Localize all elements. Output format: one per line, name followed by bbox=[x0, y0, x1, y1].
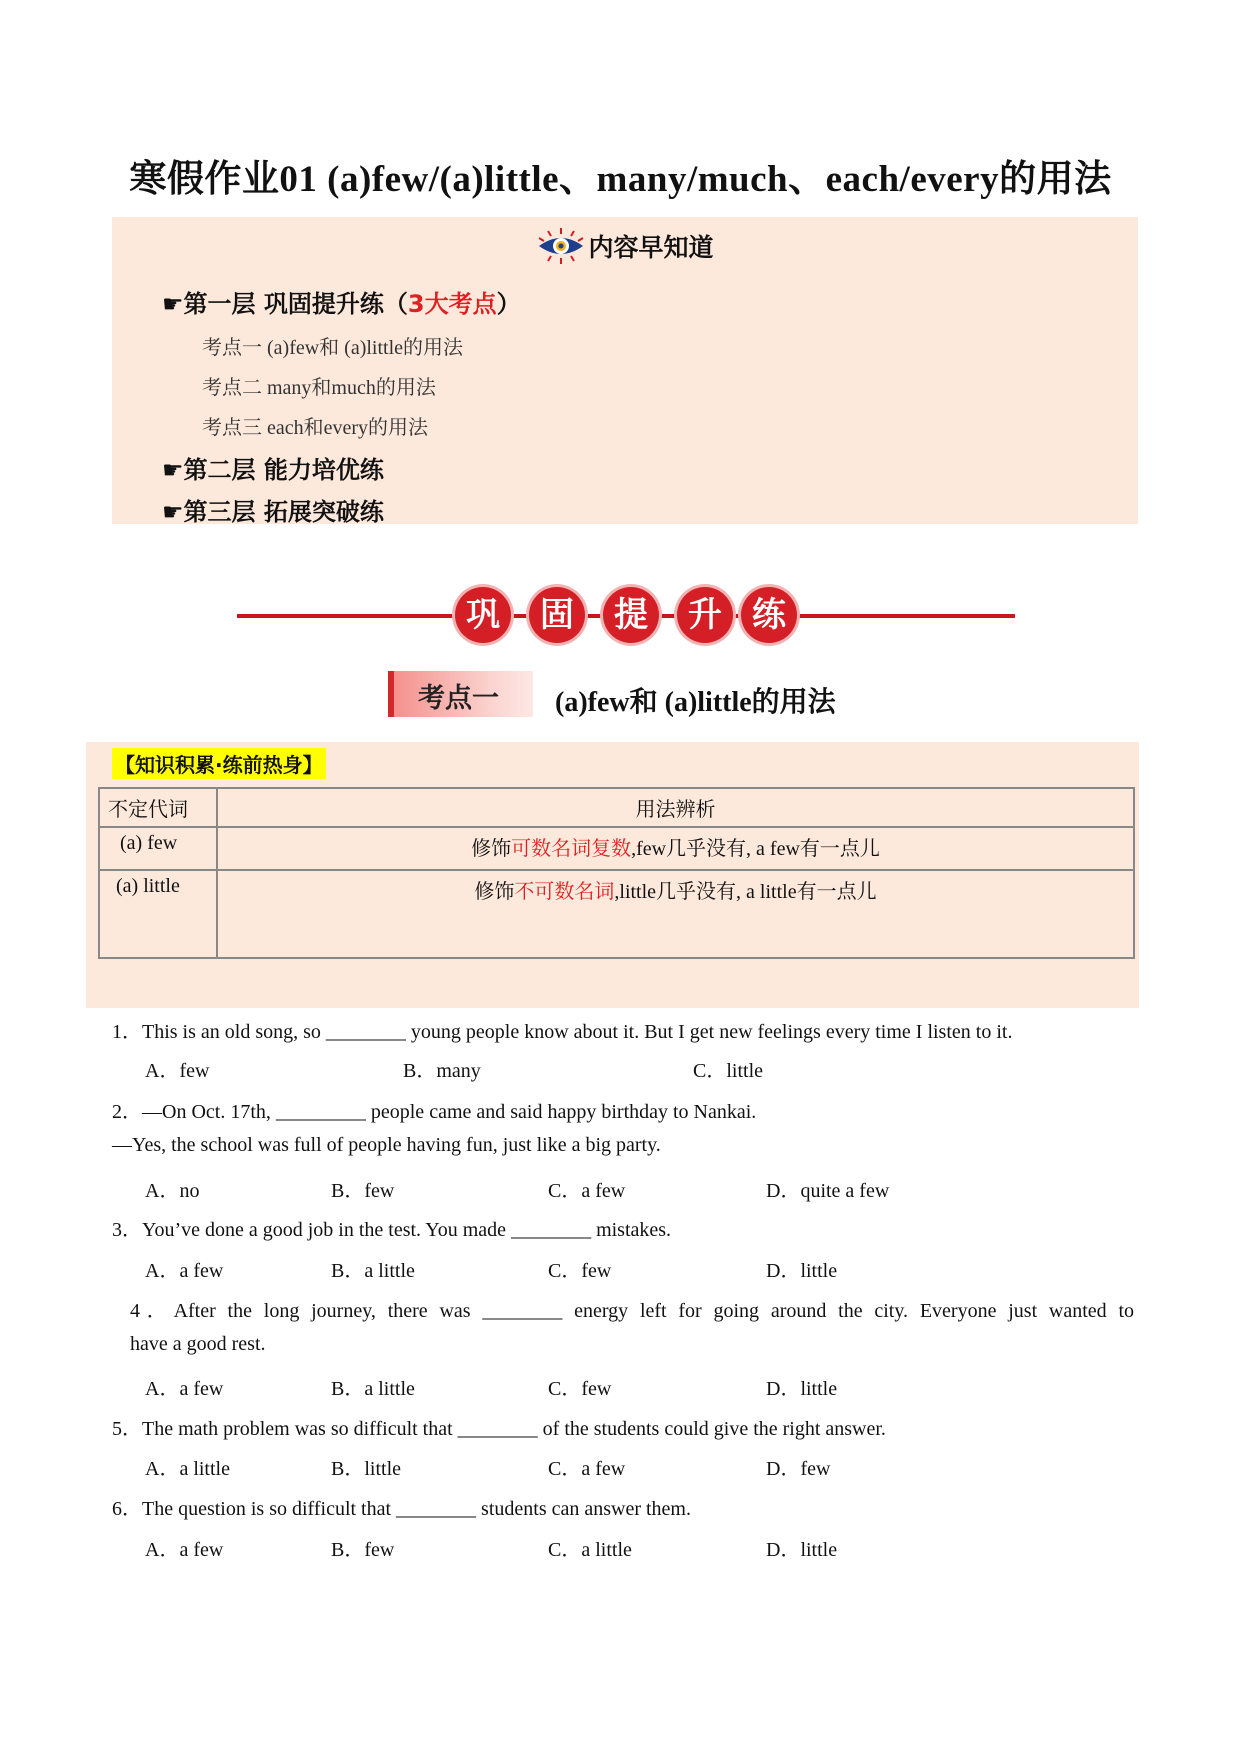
question-number: 4． bbox=[130, 1300, 174, 1322]
question-6 bbox=[112, 1492, 691, 1521]
point-1: 考点一 (a)few和 (a)little的用法 bbox=[202, 337, 464, 359]
option[interactable]: C．a little bbox=[548, 1539, 632, 1561]
banner-line-left bbox=[237, 614, 455, 618]
layer-2 bbox=[162, 450, 384, 485]
question-number: 6． bbox=[112, 1498, 142, 1520]
option[interactable]: C．a few bbox=[548, 1180, 626, 1202]
section-label: 考点一 bbox=[418, 683, 499, 714]
knowledge-table bbox=[98, 787, 1135, 959]
usage-highlight: 可数名词复数 bbox=[511, 838, 632, 860]
usage-post: ,few几乎没有, a few有一点儿 bbox=[631, 838, 880, 860]
question-number: 2． bbox=[112, 1101, 142, 1123]
point-3: 考点三 each和every的用法 bbox=[202, 417, 429, 439]
option[interactable]: B．a little bbox=[331, 1378, 415, 1400]
option[interactable]: B．a little bbox=[331, 1260, 415, 1282]
question-number: 3． bbox=[112, 1219, 142, 1241]
banner-line-right bbox=[797, 614, 1015, 618]
banner-char: 升 bbox=[677, 587, 733, 643]
option[interactable]: B．little bbox=[331, 1458, 401, 1480]
option[interactable]: A．a few bbox=[145, 1260, 224, 1282]
overview-panel bbox=[112, 217, 1138, 524]
question-number: 1． bbox=[112, 1021, 142, 1043]
question-text-line-2: —Yes, the school was full of people having fun, just like a big party. bbox=[112, 1134, 661, 1156]
question-4 bbox=[130, 1294, 1134, 1323]
option[interactable]: B．few bbox=[331, 1539, 395, 1561]
overview-heading-text: 内容早知道 bbox=[588, 233, 714, 262]
banner-char: 提 bbox=[603, 587, 659, 643]
option[interactable]: C．few bbox=[548, 1378, 612, 1400]
option[interactable]: A．a little bbox=[145, 1458, 230, 1480]
option[interactable]: A．a few bbox=[145, 1378, 224, 1400]
layer-1-highlight: 3大考点 bbox=[407, 290, 497, 318]
question-5 bbox=[112, 1412, 886, 1441]
page-title: 寒假作业01 (a)few/(a)little、many/much、each/every的用法 bbox=[129, 159, 1112, 200]
option[interactable]: C．few bbox=[548, 1260, 612, 1282]
question-text: The math problem was so difficult that ________ of the students could give the right answer. bbox=[142, 1418, 886, 1440]
table-cell-usage bbox=[217, 870, 1134, 958]
option[interactable]: C．little bbox=[693, 1060, 763, 1082]
table-header: 用法辨析 bbox=[217, 788, 1134, 827]
table-cell-usage bbox=[217, 827, 1134, 870]
option[interactable]: B．many bbox=[403, 1060, 481, 1082]
banner-char: 巩 bbox=[455, 587, 511, 643]
section-title: (a)few和 (a)little的用法 bbox=[555, 687, 836, 718]
table-header-row bbox=[99, 788, 1134, 827]
banner-char: 练 bbox=[741, 587, 797, 643]
layer-2-label: 第二层 能力培优练 bbox=[183, 456, 384, 484]
option[interactable]: D．little bbox=[766, 1260, 838, 1282]
banner-connector bbox=[584, 614, 604, 618]
question-text: This is an old song, so ________ young people know about it. But I get new feelings every time I listen to it. bbox=[142, 1021, 1013, 1043]
pointing-hand-icon: ☛ bbox=[162, 498, 184, 526]
usage-highlight: 不可数名词 bbox=[514, 881, 615, 903]
question-text-line-2: have a good rest. bbox=[130, 1333, 266, 1355]
overview-heading bbox=[112, 227, 1138, 271]
option[interactable]: A．few bbox=[145, 1060, 210, 1082]
option[interactable]: D．quite a few bbox=[766, 1180, 890, 1202]
usage-post: ,little几乎没有, a little有一点儿 bbox=[614, 881, 877, 903]
banner-char: 固 bbox=[529, 587, 585, 643]
option[interactable]: C．a few bbox=[548, 1458, 626, 1480]
option[interactable]: D．few bbox=[766, 1458, 831, 1480]
table-row bbox=[99, 827, 1134, 870]
layer-1-suffix: ） bbox=[496, 290, 521, 318]
option[interactable]: A．a few bbox=[145, 1539, 224, 1561]
knowledge-tag: 【知识积累·练前热身】 bbox=[112, 748, 326, 779]
option[interactable]: D．little bbox=[766, 1378, 838, 1400]
option[interactable]: B．few bbox=[331, 1180, 395, 1202]
eye-icon bbox=[536, 227, 586, 271]
banner-connector bbox=[510, 614, 530, 618]
question-number: 5． bbox=[112, 1418, 142, 1440]
usage-pre: 修饰 bbox=[471, 838, 512, 860]
layer-1 bbox=[162, 284, 521, 319]
question-text: You’ve done a good job in the test. You made ________ mistakes. bbox=[142, 1219, 672, 1241]
option[interactable]: A．no bbox=[145, 1180, 200, 1202]
layer-3-label: 第三层 拓展突破练 bbox=[183, 498, 384, 526]
table-row bbox=[99, 870, 1134, 958]
point-2: 考点二 many和much的用法 bbox=[202, 377, 436, 399]
question-text: The question is so difficult that ________ students can answer them. bbox=[142, 1498, 691, 1520]
table-cell-word: (a) few bbox=[99, 827, 217, 870]
question-1 bbox=[112, 1015, 1012, 1044]
usage-pre: 修饰 bbox=[474, 881, 515, 903]
pointing-hand-icon: ☛ bbox=[162, 290, 184, 318]
option[interactable]: D．little bbox=[766, 1539, 838, 1561]
pointing-hand-icon: ☛ bbox=[162, 456, 184, 484]
layer-3 bbox=[162, 492, 384, 527]
question-3 bbox=[112, 1213, 671, 1242]
question-2 bbox=[112, 1095, 756, 1124]
banner-connector bbox=[658, 614, 678, 618]
table-cell-word: (a) little bbox=[99, 870, 217, 958]
question-text: After the long journey, there was ________ energy left for going around the city. Everyone just wanted to bbox=[173, 1300, 1135, 1322]
table-header: 不定代词 bbox=[99, 788, 217, 827]
layer-1-label: 第一层 巩固提升练（ bbox=[183, 290, 408, 318]
question-text: —On Oct. 17th, _________ people came and said happy birthday to Nankai. bbox=[142, 1101, 757, 1123]
